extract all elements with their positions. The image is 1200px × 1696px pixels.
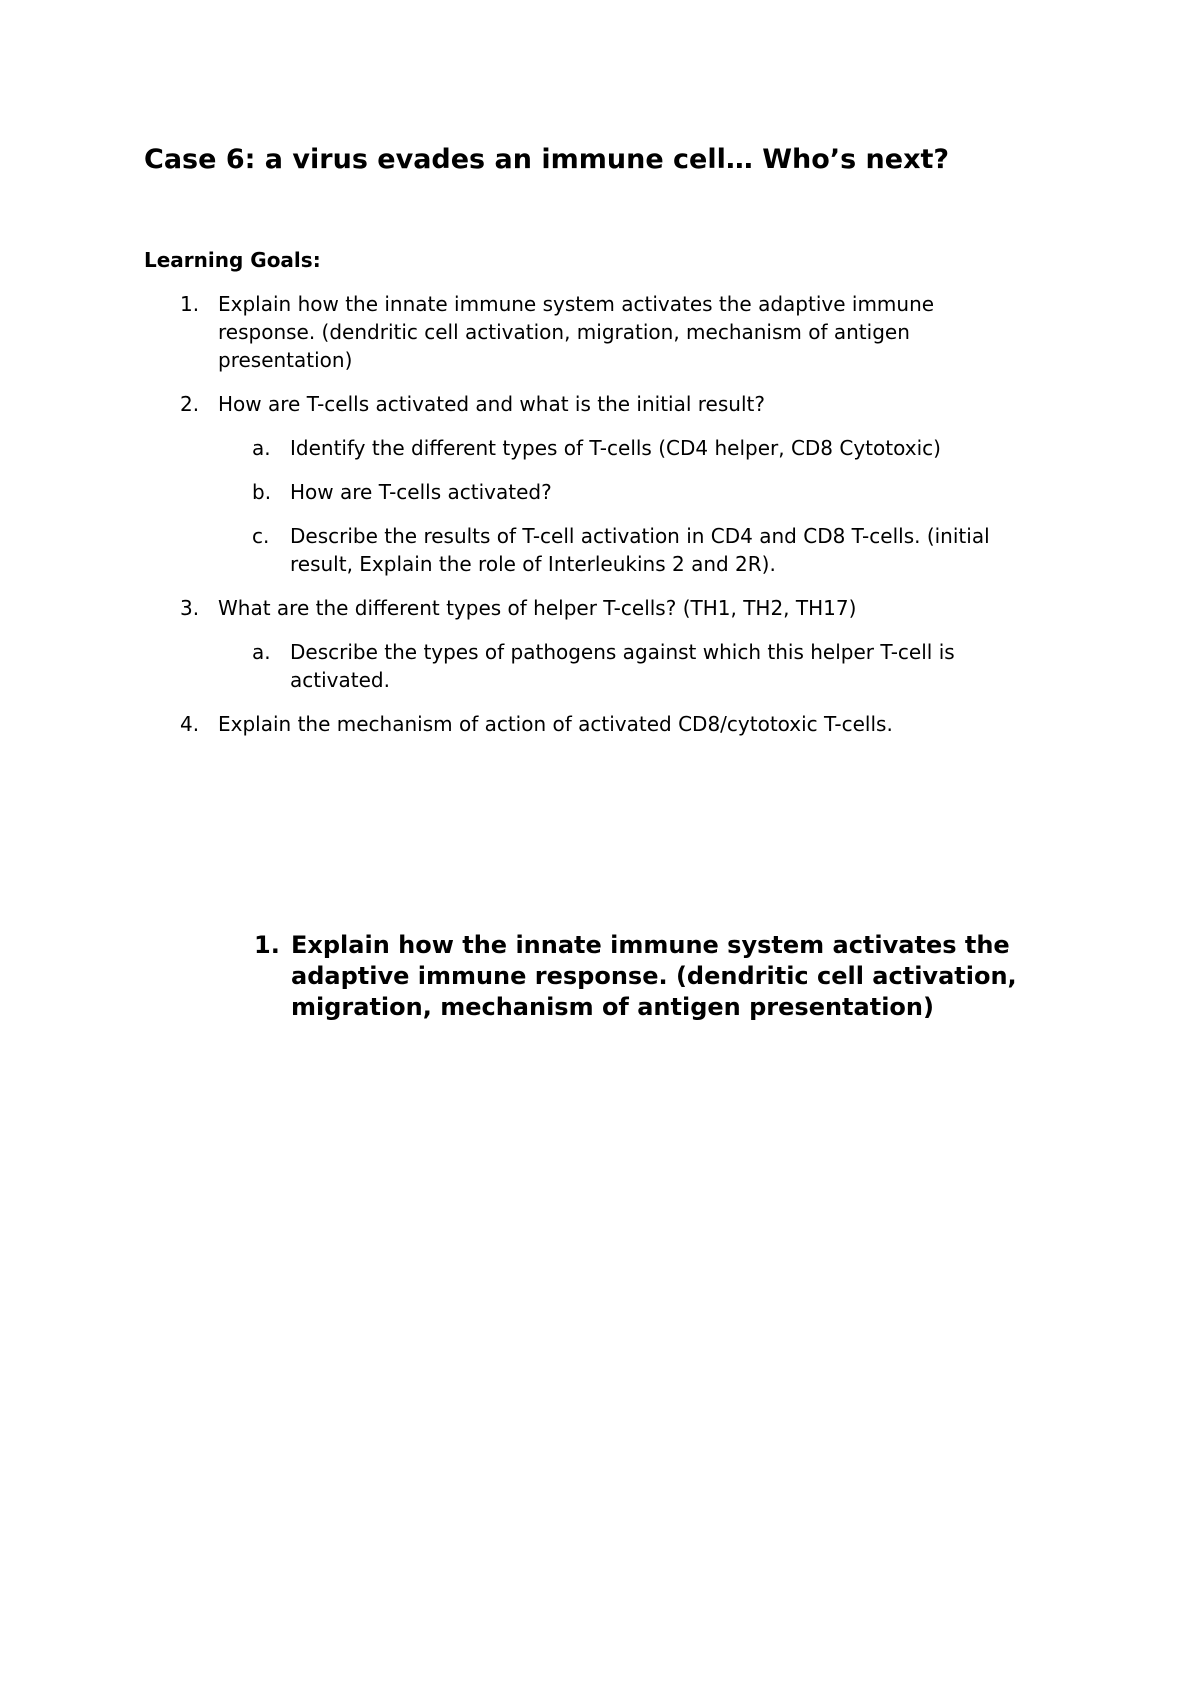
learning-goals-heading: Learning Goals: [144, 248, 321, 272]
section-heading-1 [254, 930, 1054, 1023]
goal-text: How are T-cells activated and what is the initial result? [218, 392, 765, 416]
goal-text: Explain the mechanism of action of activated CD8/cytotoxic T-cells. [218, 712, 893, 736]
goal-subitem-2a [144, 434, 1044, 462]
page-title: Case 6: a virus evades an immune cell… Who’s next? [144, 144, 950, 175]
goal-item-4 [144, 710, 1044, 738]
subgoal-marker: a. [252, 640, 271, 664]
goal-item-1 [144, 290, 1044, 374]
goal-marker: 4. [180, 712, 200, 736]
goal-item-3 [144, 594, 1044, 622]
section-text: Explain how the innate immune system activates the adaptive immune response. (dendritic cell activation, migration, mechanism of antigen presentation) [291, 931, 1017, 1021]
section-marker: 1. [254, 931, 280, 959]
subgoal-marker: b. [252, 480, 272, 504]
goal-marker: 1. [180, 292, 200, 316]
subgoal-text: Identify the different types of T-cells (CD4 helper, CD8 Cytotoxic) [290, 436, 941, 460]
goal-subitem-2c [144, 522, 1044, 578]
goal-subitem-3a [144, 638, 1044, 694]
subgoal-text: Describe the results of T-cell activation in CD4 and CD8 T-cells. (initial result, Explain the role of Interleukins 2 and 2R). [290, 524, 990, 576]
subgoal-marker: a. [252, 436, 271, 460]
goal-item-2 [144, 390, 1044, 418]
goal-subitem-2b [144, 478, 1044, 506]
subgoal-text: How are T-cells activated? [290, 480, 552, 504]
subgoal-text: Describe the types of pathogens against which this helper T-cell is activated. [290, 640, 955, 692]
goal-text: Explain how the innate immune system activates the adaptive immune response. (dendritic cell activation, migration, mechanism of antigen presentation) [218, 292, 935, 372]
goal-marker: 3. [180, 596, 200, 620]
subgoal-marker: c. [252, 524, 270, 548]
goal-text: What are the different types of helper T-cells? (TH1, TH2, TH17) [218, 596, 857, 620]
learning-goals-list [144, 290, 1044, 754]
goal-marker: 2. [180, 392, 200, 416]
